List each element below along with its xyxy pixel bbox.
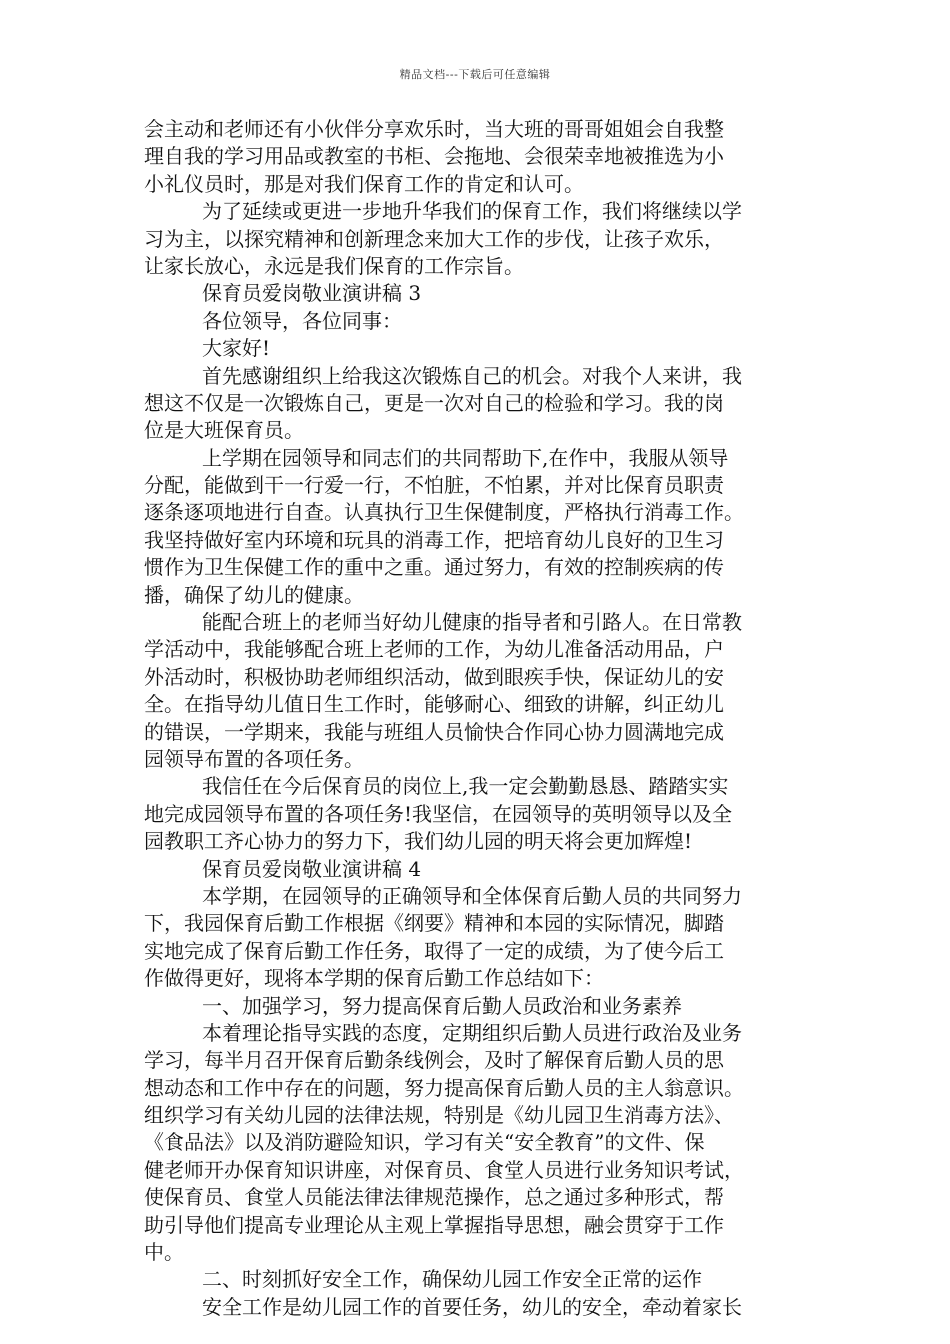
text-line: 《食品法》以及消防避险知识，学习有关“安全教育”的文件、保 [144, 1130, 705, 1155]
text-line: 想动态和工作中存在的问题，努力提高保育后勤人员的主人翁意识。 [144, 1075, 744, 1100]
text-line: 会主动和老师还有小伙伴分享欢乐时，当大班的哥哥姐姐会自我整 [144, 117, 724, 141]
text-line: 园领导布置的各项任务。 [144, 746, 364, 771]
text-line: 各位领导，各位同事： [202, 308, 402, 333]
text-line: 保育员爱岗敬业演讲稿 3 [202, 281, 422, 306]
text-line: 中。 [144, 1240, 184, 1265]
text-line: 一、加强学习，努力提高保育后勤人员政治和业务素养 [202, 993, 682, 1018]
text-line: 学活动中，我能够配合班上老师的工作，为幼儿准备活动用品，户 [144, 637, 724, 662]
text-line: 的错误，一学期来，我能与班组人员愉快合作同心协力圆满地完成 [144, 719, 724, 744]
text-line: 习为主，以探究精神和创新理念来加大工作的步伐，让孩子欢乐， [144, 226, 724, 251]
text-line: 健老师开办保育知识讲座，对保育员、食堂人员进行业务知识考试， [144, 1157, 744, 1182]
text-line: 小礼仪员时，那是对我们保育工作的肯定和认可。 [144, 171, 584, 196]
text-line: 二、时刻抓好安全工作，确保幼儿园工作安全正常的运作 [202, 1267, 702, 1292]
text-line: 全。在指导幼儿值日生工作时，能够耐心、细致的讲解，纠正幼儿 [144, 692, 724, 717]
text-line: 本学期，在园领导的正确领导和全体保育后勤人员的共同努力 [202, 883, 742, 908]
text-line: 本着理论指导实践的态度，定期组织后勤人员进行政治及业务 [202, 1020, 742, 1045]
text-line: 惯作为卫生保健工作的重中之重。通过努力，有效的控制疾病的传 [144, 555, 724, 580]
text-line: 保育员爱岗敬业演讲稿 4 [202, 856, 422, 881]
text-line: 我坚持做好室内环境和玩具的消毒工作，把培育幼儿良好的卫生习 [144, 527, 724, 552]
text-line: 实地完成了保育后勤工作任务，取得了一定的成绩，为了使今后工 [144, 938, 724, 963]
text-line: 助引导他们提高专业理论从主观上掌握指导思想，融会贯穿于工作 [144, 1212, 724, 1237]
text-line: 园教职工齐心协力的努力下，我们幼儿园的明天将会更加辉煌! [144, 829, 693, 854]
text-line: 安全工作是幼儿园工作的首要任务，幼儿的安全，牵动着家长 [202, 1294, 742, 1319]
text-line: 上学期在园领导和同志们的共同帮助下,在作中，我服从领导 [202, 445, 729, 470]
text-line: 使保育员、食堂人员能法律法律规范操作，总之通过多种形式，帮 [144, 1185, 724, 1210]
text-line: 作做得更好，现将本学期的保育后勤工作总结如下： [144, 966, 604, 991]
text-line: 为了延续或更进一步地升华我们的保育工作，我们将继续以学 [202, 199, 742, 224]
page-header: 精品文档---下载后可任意编辑 [399, 68, 551, 81]
text-line: 想这不仅是一次锻炼自己，更是一次对自己的检验和学习。我的岗 [144, 390, 724, 415]
document-body [144, 116, 814, 1321]
text-line: 位是大班保育员。 [144, 418, 304, 443]
text-line: 让家长放心，永远是我们保育的工作宗旨。 [144, 253, 524, 278]
text-line: 我信任在今后保育员的岗位上,我一定会勤勤恳恳、踏踏实实 [202, 774, 729, 799]
text-line: 地完成园领导布置的各项任务!我坚信，在园领导的英明领导以及全 [144, 801, 733, 826]
text-line: 播，确保了幼儿的健康。 [144, 582, 364, 607]
text-line: 分配，能做到干一行爱一行，不怕脏，不怕累，并对比保育员职责 [144, 473, 724, 498]
text-line: 首先感谢组织上给我这次锻炼自己的机会。对我个人来讲，我 [202, 363, 742, 388]
text-line: 下，我园保育后勤工作根据《纲要》精神和本园的实际情况，脚踏 [144, 911, 724, 936]
text-line: 学习，每半月召开保育后勤条线例会，及时了解保育后勤人员的思 [144, 1048, 724, 1073]
text-line: 逐条逐项地进行自查。认真执行卫生保健制度，严格执行消毒工作。 [144, 500, 744, 525]
text-line: 理自我的学习用品或教室的书柜、会拖地、会很荣幸地被推选为小 [144, 144, 724, 169]
text-line: 能配合班上的老师当好幼儿健康的指导者和引路人。在日常教 [202, 610, 742, 635]
text-line: 外活动时，积极协助老师组织活动，做到眼疾手快，保证幼儿的安 [144, 664, 724, 689]
text-line: 组织学习有关幼儿园的法律法规，特别是《幼儿园卫生消毒方法》、 [144, 1103, 734, 1128]
text-line: 大家好! [202, 336, 271, 361]
